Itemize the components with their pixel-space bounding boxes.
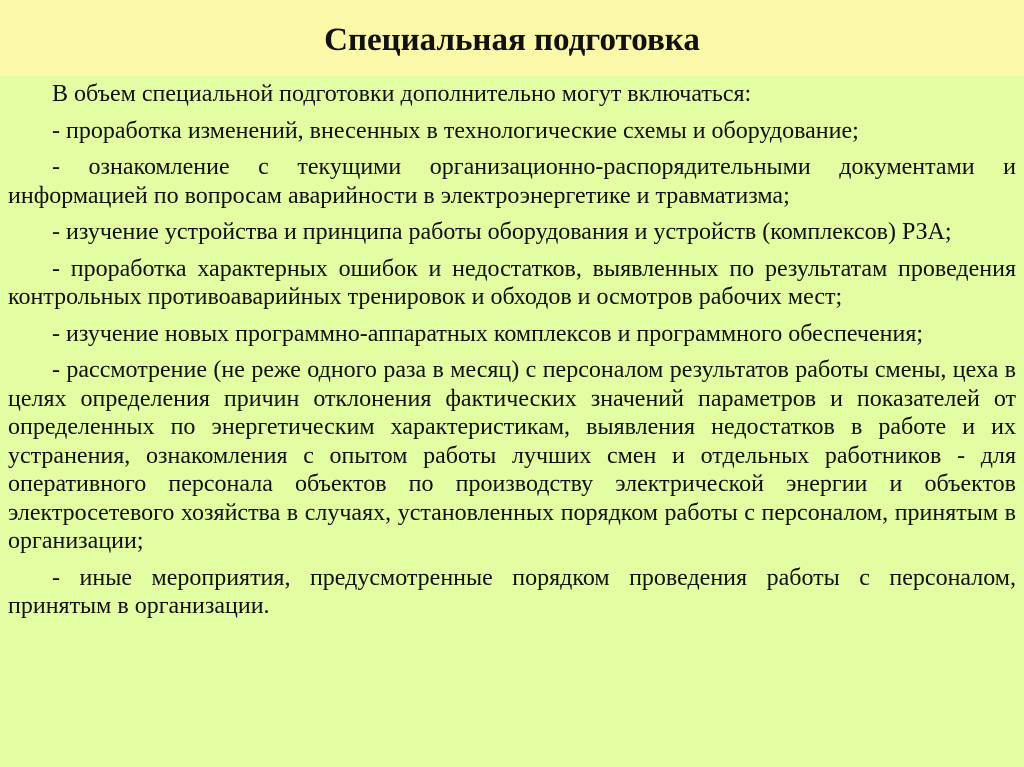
list-item: - проработка характерных ошибок и недостатков, выявленных по результатам проведения контрольных противоаварийных тренировок и обходов и осмотров рабочих мест; — [8, 255, 1016, 310]
title-bar — [0, 0, 1024, 76]
list-item: - иные мероприятия, предусмотренные порядком проведения работы с персоналом, принятым в организации. — [8, 564, 1016, 619]
slide-title: Специальная подготовка — [324, 21, 700, 58]
list-item: - изучение новых программно-аппаратных комплексов и программного обеспечения; — [52, 320, 924, 347]
list-item: - проработка изменений, внесенных в технологические схемы и оборудование; — [52, 117, 859, 144]
intro-paragraph: В объем специальной подготовки дополнительно могут включаться: — [52, 81, 752, 107]
list-item: - рассмотрение (не реже одного раза в месяц) с персоналом результатов работы смены, цеха в целях определения причин отклонения фактических значений параметров и показателей от определенных по энергетическим характеристикам, выявления недостатков в работе и их устранения, ознакомления с опытом работы лучших смен и отдельных работников - для оперативного персонала объектов по производству электрической энергии и объектов электросетевого хозяйства в случаях, установленных порядком работы с персоналом, принятым в организации; — [8, 357, 1016, 554]
slide-body — [8, 80, 1016, 629]
list-item: - изучение устройства и принципа работы оборудования и устройств (комплексов) РЗА; — [52, 219, 952, 245]
list-item: - ознакомление с текущими организационно-распорядительными документами и информацией по вопросам аварийности в электроэнергетике и травматизма; — [8, 154, 1016, 209]
